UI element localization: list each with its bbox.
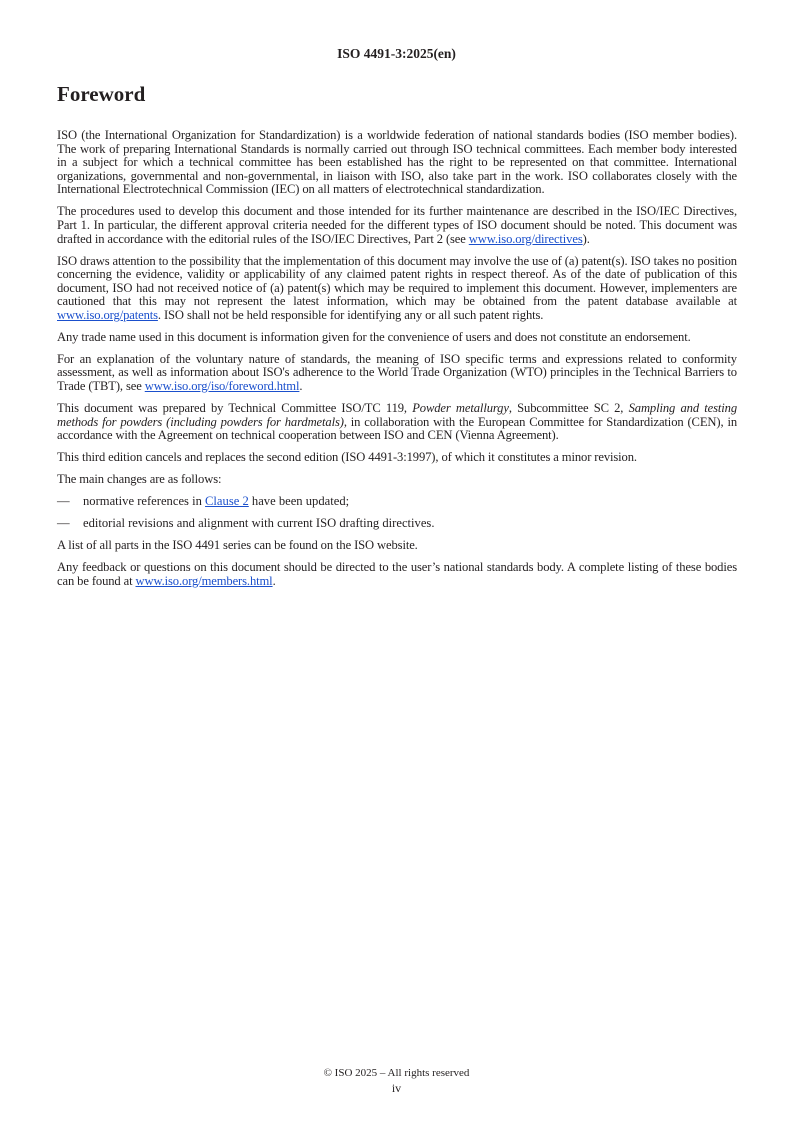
text: ISO draws attention to the possibility that the implementation of this document may involve the use of (a) patent(s). ISO takes no position concerning the evidence, validity or applicability of any claimed patent rights in respect thereof. As of the date of publication of this document, ISO had not received notice of (a) patent(s) which may be required to implement this document. However, implementers are cautioned that this may not represent the latest information, which may be obtained from the patent database available at bbox=[57, 253, 737, 309]
paragraph-series: A list of all parts in the ISO 4491 series can be found on the ISO website. bbox=[57, 538, 418, 553]
patents-link[interactable]: www.iso.org/patents bbox=[57, 307, 158, 322]
dash-bullet: — bbox=[57, 516, 70, 531]
dash-bullet: — bbox=[57, 494, 70, 509]
text: For an explanation of the voluntary nature of standards, the meaning of ISO specific terms and expressions related to conformity assessment, as well as information about ISO's adherence to the World Trade Organization (WTO) principles in the Technical Barriers to Trade (TBT), see bbox=[57, 351, 737, 394]
document-header: ISO 4491-3:2025(en) bbox=[337, 46, 456, 61]
list-item-text: editorial revisions and alignment with current ISO drafting directives. bbox=[83, 516, 435, 531]
text: . ISO shall not be held responsible for identifying any or all such patent rights. bbox=[157, 307, 544, 322]
paragraph-main-changes: The main changes are as follows: bbox=[57, 472, 222, 487]
text: Any feedback or questions on this document should be directed to the user’s national standards body. A complete listing of these bodies can be found at bbox=[57, 560, 737, 588]
foreword-body bbox=[57, 129, 737, 597]
page-number: iv bbox=[391, 1081, 402, 1095]
page-title: Foreword bbox=[57, 82, 146, 106]
copyright-notice: © ISO 2025 – All rights reserved bbox=[323, 1067, 470, 1079]
text: have been updated; bbox=[248, 494, 350, 509]
text: , in collaboration with the European Committee for Standardization (CEN), in accordance with the Agreement on technical cooperation between ISO and CEN (Vienna Agreement). bbox=[57, 414, 737, 443]
directives-link[interactable]: www.iso.org/directives bbox=[468, 231, 583, 246]
paragraph-trade-name: Any trade name used in this document is information given for the convenience of users and does not constitute an endorsement. bbox=[57, 329, 691, 344]
text: normative references in bbox=[83, 494, 206, 509]
paragraph-iso-intro: ISO (the International Organization for Standardization) is a worldwide federation of national standards bodies (ISO member bodies). The work of preparing International Standards is normally carried out through ISO technical committees. Each member body interested in a subject for which a technical committee has been established has the right to be represented on that committee. International organizations, governmental and non-governmental, in liaison with ISO, also take part in the work. ISO collaborates closely with the International Electrotechnical Commission (IEC) on all matters of electrotechnical standardization. bbox=[57, 128, 737, 197]
subcommittee-title: Sampling and testing methods for powders (including powders for hardmetals) bbox=[57, 401, 738, 429]
paragraph-voluntary-nature bbox=[57, 353, 737, 394]
paragraph-feedback bbox=[57, 561, 737, 588]
list-item bbox=[57, 495, 737, 509]
paragraph-committee bbox=[57, 402, 737, 443]
list-item bbox=[57, 517, 737, 531]
paragraph-edition: This third edition cancels and replaces the second edition (ISO 4491-3:1997), of which it constitutes a minor revision. bbox=[57, 450, 637, 465]
page-footer bbox=[0, 1066, 793, 1096]
paragraph-procedures bbox=[57, 205, 737, 246]
text: The procedures used to develop this document and those intended for its further maintenance are described in the ISO/IEC Directives, Part 1. In particular, the different approval criteria needed for the different types of ISO document should be noted. This document was drafted in accordance with the editorial rules of the ISO/IEC Directives, Part 2 (see bbox=[57, 204, 737, 246]
members-link[interactable]: www.iso.org/members.html bbox=[135, 573, 273, 588]
text: ). bbox=[582, 231, 590, 246]
text: This document was prepared by Technical Committee ISO/TC 119, bbox=[57, 401, 413, 416]
clause-2-link[interactable]: Clause 2 bbox=[205, 494, 249, 509]
text: . bbox=[299, 379, 303, 394]
list-item-text bbox=[83, 495, 349, 509]
committee-title: Powder metallurgy bbox=[412, 401, 509, 416]
paragraph-patents bbox=[57, 255, 737, 323]
text: , Subcommittee SC 2, bbox=[508, 401, 629, 416]
foreword-link[interactable]: www.iso.org/iso/foreword.html bbox=[144, 379, 300, 394]
text: . bbox=[272, 573, 276, 588]
